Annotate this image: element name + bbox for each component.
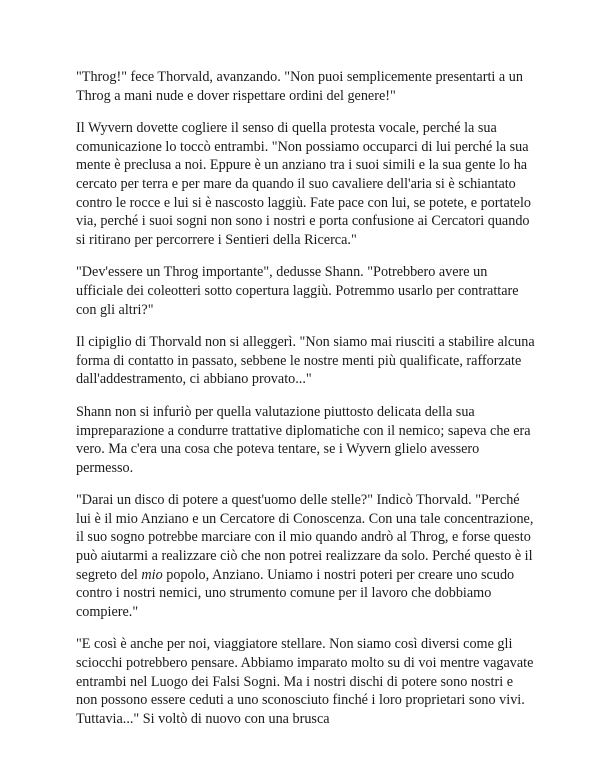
paragraph-text-before: "Darai un disco di potere a quest'uomo delle stelle?" Indicò Thorvald. "Perché lui è il mio Anziano e un Cercatore di Conoscenza. Con una tale concentrazione, il suo sogno potrebbe marciare con il mio quando andrò al Throg, e forse questo può aiutarmi a realizzare ciò che non potrei realizzare da solo. Perché questo è il segreto del	[76, 492, 534, 583]
paragraph: Il cipiglio di Thorvald non si alleggerì. "Non siamo mai riusciti a stabilire alcuna forma di contatto in passato, sebbene le nostre menti più qualificate, rafforzate dall'addestramento, ci abbiano provato..."	[76, 334, 535, 388]
paragraph: Shann non si infuriò per quella valutazione piuttosto delicata della sua impreparazione a condurre trattative diplomatiche con il nemico; sapeva che era vero. Ma c'era una cosa che poteva tentare, se i Wyvern glielo avessero permesso.	[76, 403, 531, 476]
paragraph	[76, 491, 536, 621]
paragraph: "Throg!" fece Thorvald, avanzando. "Non puoi semplicemente presentarti a un Throg a mani nude e dover rispettare ordini del genere!"	[76, 69, 523, 104]
document-page	[76, 68, 536, 742]
paragraph: Il Wyvern dovette cogliere il senso di quella protesta vocale, perché la sua comunicazione lo toccò entrambi. "Non possiamo occuparci di lui perché la sua mente è preclusa a noi. Eppure è un anziano tra i suoi simili e la sua gente lo ha cercato per terra e per mare da quando il suo cavaliere dell'aria si è schiantato contro le rocce e lui si è nascosto laggiù. Fate pace con lui, se potete, e portatelo via, perché i suoi sogni non sono i nostri e porta confusione ai Cercatori quando si ritirano per percorrere i Sentieri della Ricerca."	[76, 120, 532, 248]
paragraph: "E così è anche per noi, viaggiatore stellare. Non siamo così diversi come gli sciocchi potrebbero pensare. Abbiamo imparato molto su di voi mentre vagavate entrambi nel Luogo dei Falsi Sogni. Ma i nostri dischi di potere sono nostri e non possono essere ceduti a uno sconosciuto finché i loro proprietari sono vivi. Tuttavia..." Si voltò di nuovo con una brusca	[76, 636, 534, 727]
emphasized-word: mio	[141, 566, 163, 583]
paragraph-text-after: popolo, Anziano. Uniamo i nostri poteri per creare uno scudo contro i nostri nemici, uno strumento comune per il lavoro che dobbiamo compiere."	[76, 566, 515, 620]
paragraph: "Dev'essere un Throg importante", dedusse Shann. "Potrebbero avere un ufficiale dei coleotteri sotto copertura laggiù. Potremmo usarlo per contrattare con gli altri?"	[76, 264, 519, 318]
